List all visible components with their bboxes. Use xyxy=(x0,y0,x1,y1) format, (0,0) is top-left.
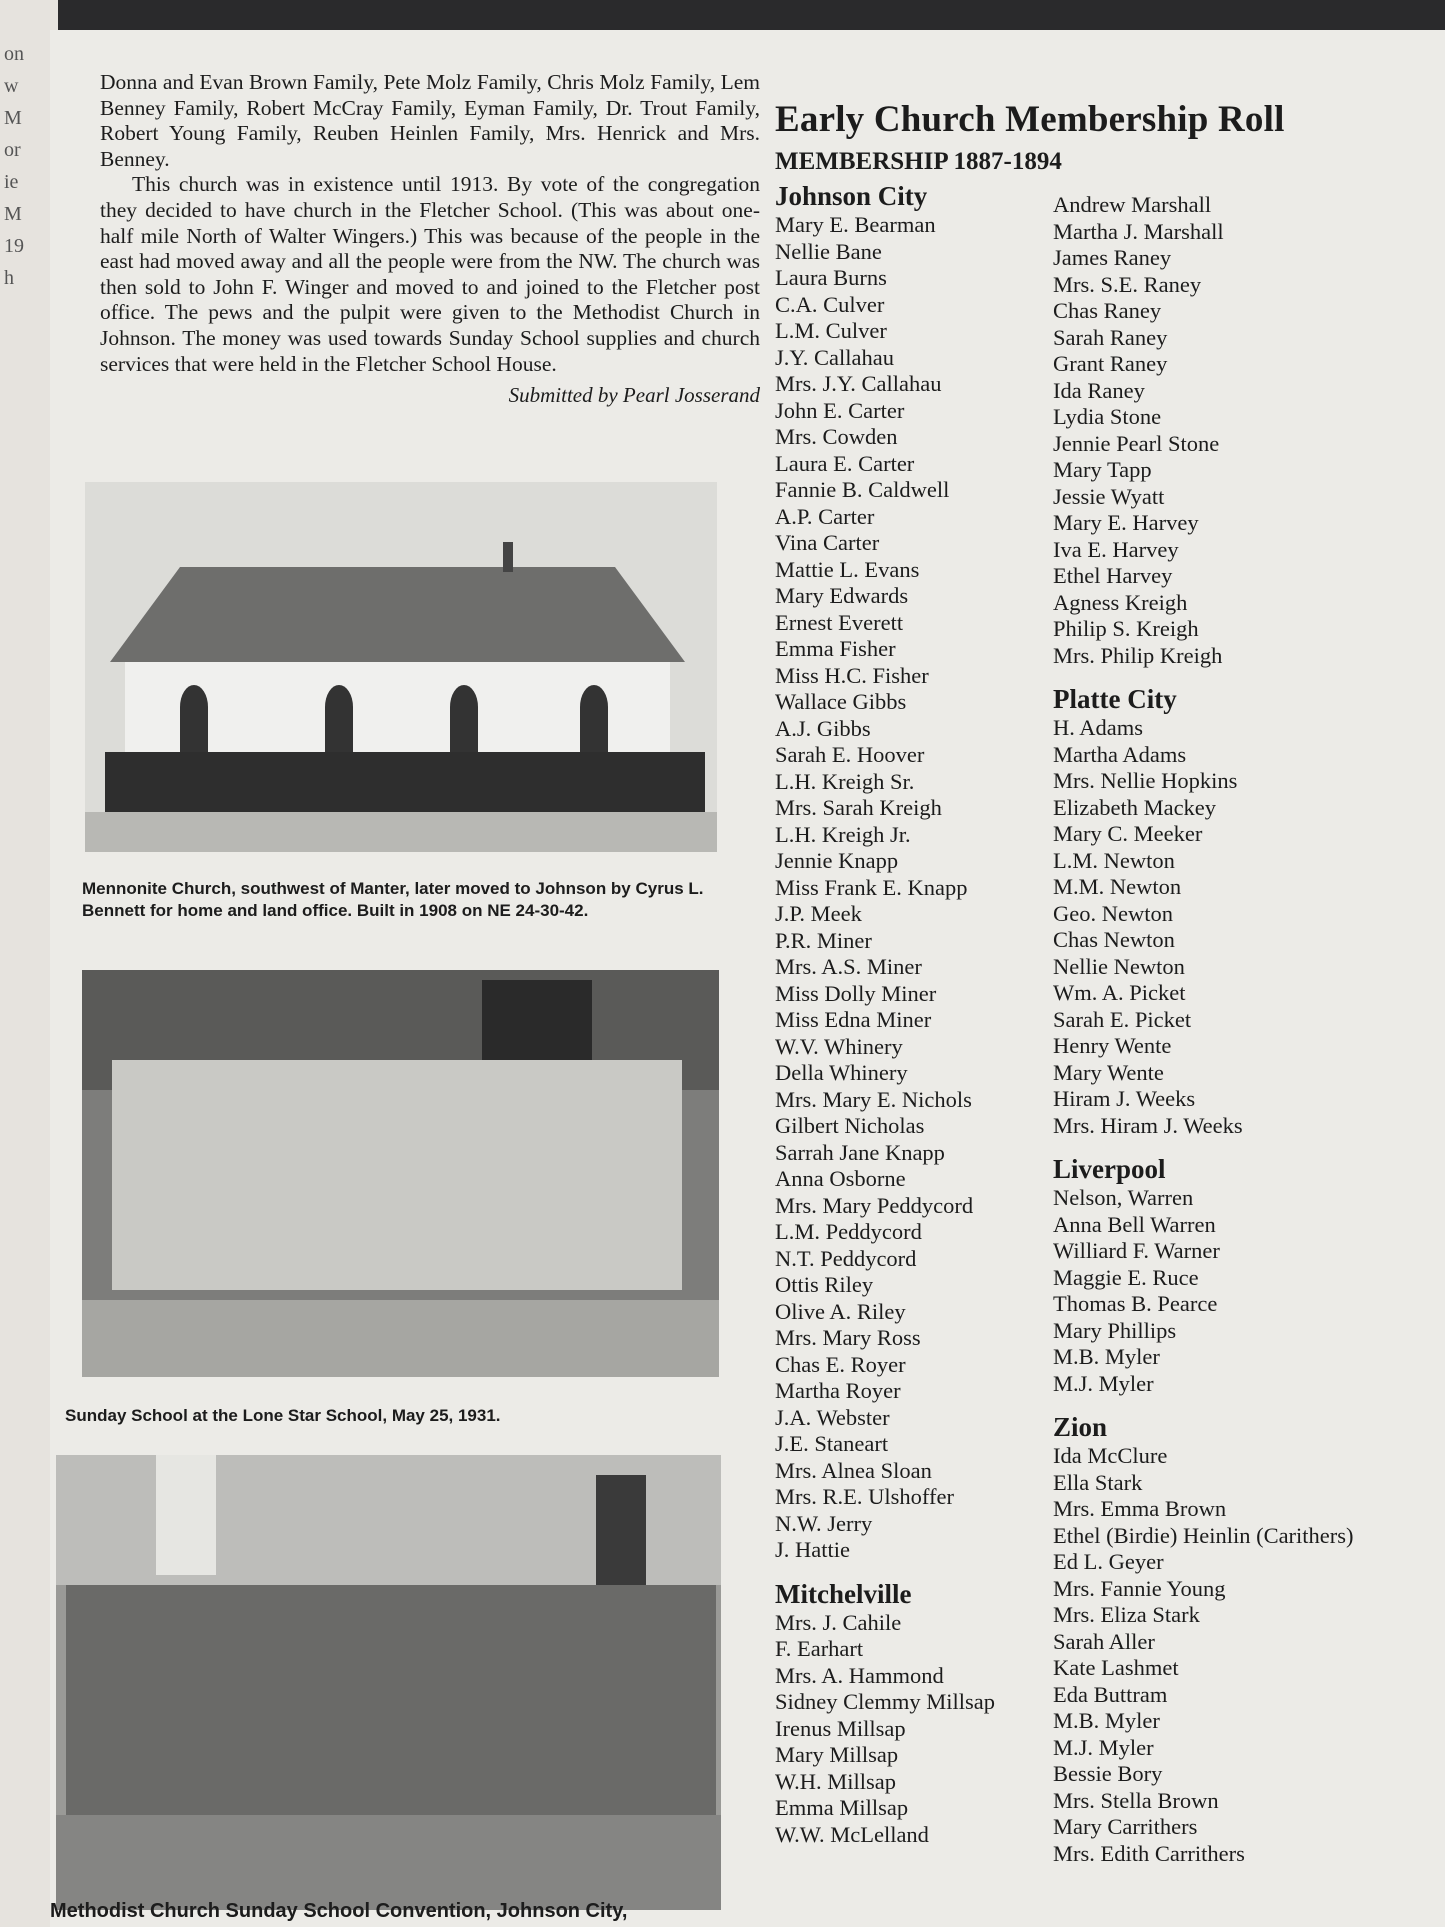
member-name: Ottis Riley xyxy=(775,1272,874,1297)
section-heading: Liverpool xyxy=(1053,1154,1166,1184)
member-name: H. Adams xyxy=(1053,715,1143,740)
member-name: W.V. Whinery xyxy=(775,1033,903,1059)
member-name: Martha Royer xyxy=(775,1378,901,1403)
member-name: Agness Kreigh xyxy=(1053,589,1188,615)
member-name: Maggie E. Ruce xyxy=(1053,1264,1199,1290)
photo-caption: Methodist Church Sunday School Convention, Johnson City, xyxy=(50,1900,628,1922)
roll-column-right xyxy=(1053,192,1433,1867)
member-name: J.A. Webster xyxy=(775,1404,890,1430)
member-name: Mary E. Bearman xyxy=(775,212,936,237)
member-name: W.W. McLelland xyxy=(775,1821,929,1847)
adjacent-page-text: M xyxy=(4,107,22,129)
member-name: C.A. Culver xyxy=(775,291,885,317)
member-name: Chas Raney xyxy=(1053,298,1162,323)
member-name: Mrs. Cowden xyxy=(775,424,898,449)
member-name: Della Whinery xyxy=(775,1060,908,1085)
member-name: Emma Millsap xyxy=(775,1795,909,1820)
member-name: Ed L. Geyer xyxy=(1053,1549,1164,1574)
member-name: Mrs. Nellie Hopkins xyxy=(1053,768,1238,793)
member-name: Chas Newton xyxy=(1053,927,1175,952)
member-name: J. Hattie xyxy=(775,1537,850,1562)
member-name: Mary Tapp xyxy=(1053,457,1152,482)
member-name: Miss Frank E. Knapp xyxy=(775,874,968,900)
member-name: Chas E. Royer xyxy=(775,1351,906,1377)
member-name: Mrs. Eliza Stark xyxy=(1053,1602,1200,1627)
member-name: Mrs. A.S. Miner xyxy=(775,954,922,979)
member-name: Irenus Millsap xyxy=(775,1715,906,1741)
member-name: Laura Burns xyxy=(775,265,887,290)
member-name: Mrs. Edith Carrithers xyxy=(1053,1840,1245,1866)
member-name: James Raney xyxy=(1053,245,1172,270)
section-heading: Mitchelville xyxy=(775,1578,912,1609)
section-heading: Platte City xyxy=(1053,684,1177,714)
adjacent-page-text: on xyxy=(4,43,24,65)
member-name: Miss Edna Miner xyxy=(775,1007,932,1032)
member-name: J.Y. Callahau xyxy=(775,344,894,370)
member-name: J.E. Staneart xyxy=(775,1431,889,1456)
member-name: Grant Raney xyxy=(1053,351,1168,376)
member-name: Iva E. Harvey xyxy=(1053,536,1179,562)
member-name: Mrs. Alnea Sloan xyxy=(775,1457,932,1483)
roll-subtitle: MEMBERSHIP 1887-1894 xyxy=(775,148,1062,175)
member-name: Eda Buttram xyxy=(1053,1681,1168,1707)
member-name: L.H. Kreigh Sr. xyxy=(775,768,915,794)
adjacent-page-text: w xyxy=(4,75,19,97)
article-paragraph: Donna and Evan Brown Family, Pete Molz Family, Chris Molz Family, Lem Benney Family, Robert McCray Family, Eyman Family, Dr. Trout Family, Robert Young Family, Reuben Heinlen Family, Mrs. Henrick and Mrs. Benney. xyxy=(100,70,760,171)
member-name: Olive A. Riley xyxy=(775,1298,906,1324)
member-name: Emma Fisher xyxy=(775,636,896,661)
member-name: Martha Adams xyxy=(1053,741,1187,767)
member-name: P.R. Miner xyxy=(775,927,872,953)
member-name: Ida McClure xyxy=(1053,1443,1168,1468)
member-name: Mrs. Sarah Kreigh xyxy=(775,795,942,820)
member-name: Mary Edwards xyxy=(775,583,909,608)
member-name: Williard F. Warner xyxy=(1053,1238,1220,1263)
member-name: Sarah E. Hoover xyxy=(775,742,925,767)
member-name: Mrs. J. Cahile xyxy=(775,1609,902,1635)
member-name: Hiram J. Weeks xyxy=(1053,1086,1196,1111)
member-name: Sarrah Jane Knapp xyxy=(775,1139,945,1165)
member-name: M.B. Myler xyxy=(1053,1344,1160,1369)
member-name: Mrs. R.E. Ulshoffer xyxy=(775,1484,954,1509)
member-name: Sarah Raney xyxy=(1053,324,1168,350)
adjacent-page-text: ie xyxy=(4,171,19,193)
member-name: A.P. Carter xyxy=(775,503,875,529)
member-name: Ella Stark xyxy=(1053,1469,1143,1495)
member-name: Vina Carter xyxy=(775,530,880,555)
member-name: N.T. Peddycord xyxy=(775,1245,917,1271)
roll-column-left xyxy=(775,180,1065,1848)
member-name: Kate Lashmet xyxy=(1053,1655,1179,1680)
book-page xyxy=(50,30,1445,1927)
member-name: A.J. Gibbs xyxy=(775,715,871,741)
photo-caption: Sunday School at the Lone Star School, May 25, 1931. xyxy=(65,1406,501,1425)
member-name: Ernest Everett xyxy=(775,609,904,635)
member-name: L.M. Culver xyxy=(775,318,887,343)
member-name: Martha J. Marshall xyxy=(1053,218,1224,244)
member-name: Mary Carrithers xyxy=(1053,1814,1198,1839)
member-name: Elizabeth Mackey xyxy=(1053,794,1217,820)
member-name: Mary E. Harvey xyxy=(1053,510,1199,535)
member-name: Mrs. Stella Brown xyxy=(1053,1787,1219,1813)
member-name: Mrs. S.E. Raney xyxy=(1053,271,1202,297)
roll-title: Early Church Membership Roll xyxy=(775,99,1285,140)
member-name: Andrew Marshall xyxy=(1053,192,1212,217)
adjacent-page-text: h xyxy=(4,267,14,289)
member-name: Nellie Bane xyxy=(775,238,882,264)
member-name: Geo. Newton xyxy=(1053,900,1173,926)
submitted-by: Submitted by Pearl Josserand xyxy=(508,383,760,408)
member-name: Sarah E. Picket xyxy=(1053,1006,1192,1032)
adjacent-page-text: 19 xyxy=(4,235,24,257)
member-name: Mrs. Fannie Young xyxy=(1053,1575,1226,1601)
member-name: Thomas B. Pearce xyxy=(1053,1291,1218,1316)
member-name: M.J. Myler xyxy=(1053,1734,1154,1760)
member-name: Anna Bell Warren xyxy=(1053,1211,1216,1237)
member-name: Jessie Wyatt xyxy=(1053,483,1165,509)
member-name: Mrs. J.Y. Callahau xyxy=(775,371,942,396)
section-heading: Zion xyxy=(1053,1412,1108,1442)
photo-caption: Mennonite Church, southwest of Manter, later moved to Johnson by Cyrus L. Bennett for home and land office. Built in 1908 on NE 24-30-42. xyxy=(82,879,704,920)
member-name: N.W. Jerry xyxy=(775,1510,873,1536)
member-name: Bessie Bory xyxy=(1053,1761,1163,1786)
member-name: Miss Dolly Miner xyxy=(775,980,937,1006)
member-name: Nelson, Warren xyxy=(1053,1185,1194,1210)
member-name: Miss H.C. Fisher xyxy=(775,662,929,688)
member-name: Anna Osborne xyxy=(775,1166,906,1191)
church-photo xyxy=(85,482,717,852)
convention-photo xyxy=(56,1455,721,1910)
adjacent-page-text: or xyxy=(4,139,21,161)
member-name: Jennie Knapp xyxy=(775,848,899,873)
member-name: Wallace Gibbs xyxy=(775,689,907,714)
member-name: M.B. Myler xyxy=(1053,1708,1160,1733)
member-name: L.H. Kreigh Jr. xyxy=(775,821,911,847)
member-name: W.H. Millsap xyxy=(775,1768,897,1794)
member-name: F. Earhart xyxy=(775,1636,864,1661)
member-name: Sidney Clemmy Millsap xyxy=(775,1689,996,1714)
member-name: Mary Wente xyxy=(1053,1059,1164,1085)
member-name: Mattie L. Evans xyxy=(775,556,920,582)
member-name: Henry Wente xyxy=(1053,1033,1172,1058)
member-name: Mrs. Mary Peddycord xyxy=(775,1192,974,1218)
member-name: Nellie Newton xyxy=(1053,953,1185,979)
member-name: John E. Carter xyxy=(775,397,905,423)
member-name: Lydia Stone xyxy=(1053,404,1162,429)
member-name: Jennie Pearl Stone xyxy=(1053,430,1220,456)
member-name: Fannie B. Caldwell xyxy=(775,477,950,502)
member-name: Ethel Harvey xyxy=(1053,563,1173,588)
member-name: Laura E. Carter xyxy=(775,450,915,476)
member-name: Sarah Aller xyxy=(1053,1628,1155,1654)
adjacent-page-text: M xyxy=(4,203,22,225)
member-name: Mary Phillips xyxy=(1053,1317,1177,1343)
member-name: Philip S. Kreigh xyxy=(1053,616,1199,641)
member-name: Mrs. A. Hammond xyxy=(775,1662,944,1688)
sunday-school-photo xyxy=(82,970,719,1377)
section-heading: Johnson City xyxy=(775,181,928,211)
member-name: Ethel (Birdie) Heinlin (Carithers) xyxy=(1053,1522,1354,1548)
member-name: Mrs. Hiram J. Weeks xyxy=(1053,1112,1243,1138)
member-name: Mary Millsap xyxy=(775,1742,899,1767)
member-name: Mrs. Emma Brown xyxy=(1053,1496,1227,1521)
member-name: M.M. Newton xyxy=(1053,874,1182,899)
member-name: L.M. Newton xyxy=(1053,847,1175,873)
member-name: M.J. Myler xyxy=(1053,1370,1154,1396)
member-name: Mrs. Philip Kreigh xyxy=(1053,642,1223,668)
member-name: Wm. A. Picket xyxy=(1053,980,1186,1005)
article-column xyxy=(100,70,760,408)
member-name: Mrs. Mary E. Nichols xyxy=(775,1086,972,1112)
member-name: Mary C. Meeker xyxy=(1053,821,1203,846)
member-name: L.M. Peddycord xyxy=(775,1219,922,1244)
member-name: Ida Raney xyxy=(1053,377,1145,403)
member-name: Gilbert Nicholas xyxy=(775,1113,925,1138)
article-paragraph: This church was in existence until 1913. By vote of the congregation they decided to have church in the Fletcher School. (This was about one-half mile North of Walter Wingers.) This was because of the people in the east had moved away and all the people were from the NW. The church was then sold to John F. Winger and moved to and joined to the Fletcher post office. The pews and the pulpit were given to the Methodist Church in Johnson. The money was used towards Sunday School supplies and church services that were held in the Fletcher School House. xyxy=(100,172,760,376)
member-name: Mrs. Mary Ross xyxy=(775,1325,921,1350)
member-name: J.P. Meek xyxy=(775,901,862,926)
